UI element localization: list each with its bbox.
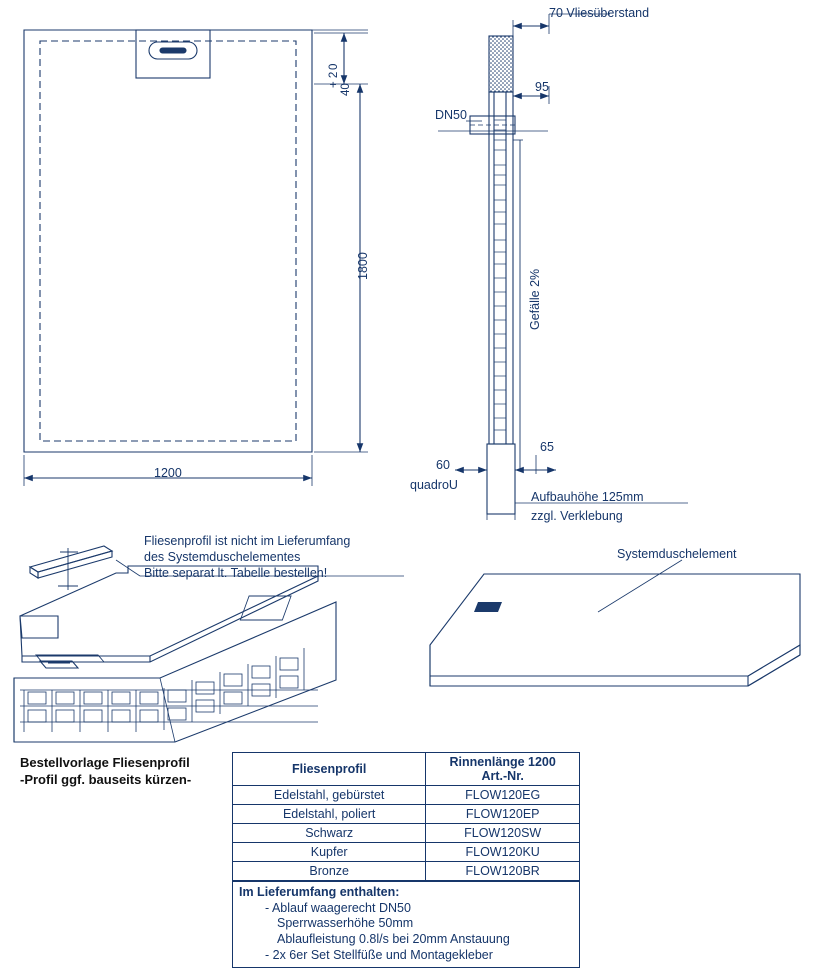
scope-list: [239, 901, 573, 964]
table-row: [233, 786, 580, 805]
cell-profile-name: Bronze: [233, 862, 426, 881]
cell-article-number: FLOW120SW: [426, 824, 580, 843]
cell-profile-name: Edelstahl, poliert: [233, 805, 426, 824]
note-line-3: Bitte separat lt. Tabelle bestellen!: [144, 566, 328, 580]
label-65: 65: [540, 440, 554, 454]
table-row: [233, 862, 580, 881]
label-quadrou: quadroU: [410, 478, 458, 492]
scope-of-delivery-box: [232, 881, 580, 968]
note-line-2: des Systemduschelementes: [144, 550, 301, 564]
label-95: 95: [535, 80, 549, 94]
cell-profile-name: Schwarz: [233, 824, 426, 843]
header-artnr-line-1: Rinnenlänge 1200: [449, 755, 556, 769]
note-fliesenprofil: [144, 533, 350, 581]
note-line-1: Fliesenprofil ist nicht im Lieferumfang: [144, 534, 351, 548]
cell-profile-name: Edelstahl, gebürstet: [233, 786, 426, 805]
table-row: [233, 805, 580, 824]
dim-40: 40: [340, 83, 352, 96]
order-title-line-2: -Profil ggf. bauseits kürzen-: [20, 771, 192, 787]
table-row: [233, 843, 580, 862]
header-artnr: [426, 753, 580, 786]
label-systemduschelement: Systemduschelement: [617, 547, 737, 561]
label-vliesueberstand: 70 Vliesüberstand: [549, 6, 650, 20]
cell-article-number: FLOW120KU: [426, 843, 580, 862]
dim-height-1800: 1800: [356, 252, 370, 280]
scope-item: Ablaufleistung 0.8l/s bei 20mm Anstauung: [277, 931, 510, 946]
profile-order-table: [232, 752, 580, 881]
cell-article-number: FLOW120EP: [426, 805, 580, 824]
label-aufbauhoehe: Aufbauhöhe 125mm: [531, 490, 644, 504]
label-60: 60: [436, 458, 450, 472]
label-verklebung: zzgl. Verklebung: [531, 509, 623, 523]
order-title-line-1: Bestellvorlage Fliesenprofil: [20, 755, 190, 770]
label-dn50: DN50: [435, 108, 467, 122]
header-artnr-line-2: Art.-Nr.: [481, 769, 524, 783]
cell-article-number: FLOW120BR: [426, 862, 580, 881]
scope-item: Sperrwasserhöhe 50mm: [277, 916, 414, 931]
cell-profile-name: Kupfer: [233, 843, 426, 862]
scope-item: - 2x 6er Set Stellfüße und Montagekleber: [265, 947, 493, 962]
dim-tolerance-plus: + 2: [328, 71, 340, 88]
dim-width-1200: 1200: [154, 466, 182, 480]
order-title: [20, 755, 191, 789]
cell-article-number: FLOW120EG: [426, 786, 580, 805]
scope-title: Im Lieferumfang enthalten:: [239, 885, 400, 899]
dim-tolerance-minus: 0: [328, 63, 340, 70]
label-gefaelle: Gefälle 2%: [528, 268, 542, 330]
header-fliesenprofil: Fliesenprofil: [233, 753, 426, 786]
scope-item: - Ablauf waagerecht DN50: [265, 900, 411, 915]
table-header-row: [233, 753, 580, 786]
table-row: [233, 824, 580, 843]
